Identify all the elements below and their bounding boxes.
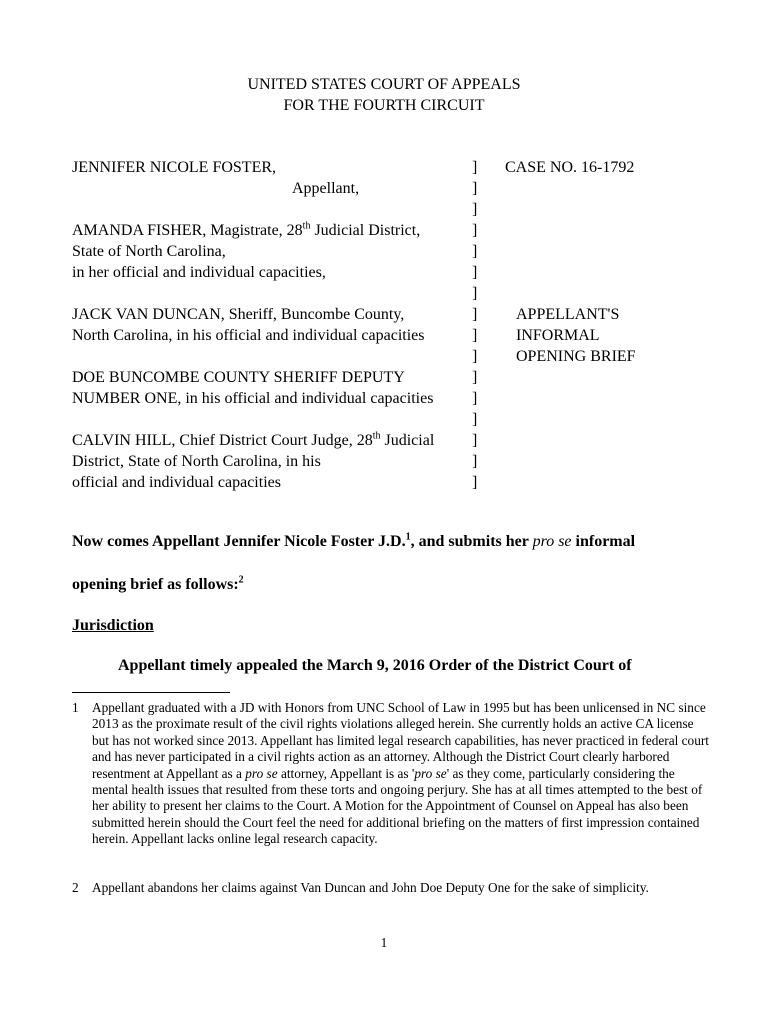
caption-bracket: ] [472, 264, 478, 281]
appellant-name: JENNIFER NICOLE FOSTER, [72, 159, 277, 176]
court-name-line-2: FOR THE FOURTH CIRCUIT [283, 97, 485, 114]
caption-bracket: ] [472, 306, 478, 323]
footnote-2-text: Appellant abandons her claims against Van Duncan and John Doe Deputy One for the sake of simplicity. [92, 880, 649, 895]
party-fisher-line-3: in her official and individual capacities, [72, 264, 326, 281]
footnote-separator [72, 692, 230, 693]
footnote-1-number: 1 [72, 700, 79, 715]
caption-bracket: ] [472, 222, 478, 239]
section-heading-jurisdiction: Jurisdiction [72, 617, 154, 634]
party-doe-deputy-line-1: DOE BUNCOMBE COUNTY SHERIFF DEPUTY [72, 369, 405, 386]
intro-line-1: Now comes Appellant Jennifer Nicole Foster J.D.$^1$, and submits her pro se informal [72, 531, 636, 550]
caption-bracket: ] [472, 159, 478, 176]
party-doe-deputy-line-2: NUMBER ONE, in his official and individual capacities [72, 390, 434, 407]
appellant-role: Appellant, [292, 180, 360, 197]
footnote-1-text: Appellant graduated with a JD with Honors from UNC School of Law in 1995 but has been unlicensed in NC since 2013 as the proximate result of the civil rights violations alleged herein. She currently holds an active CA license but has not worked since 2013. Appellant has limited legal research capabilities, has never practiced in federal court and has never participated in a civil rights action as an attorney. Although the District Court clearly harbored resentment at Appellant as a pro se attorney, Appellant is as 'pro se' as they come, particularly considering the mental health issues that resulted from these torts and ongoing perjury. She has at all times attempted to the best of her ability to present her claims to the Court. A Motion for the Appointment of Counsel on Appeal has also been submitted herein should the Court feel the need for additional briefing on the matters of first impression contained herein. Appellant lacks online legal research capacity. [92, 700, 709, 847]
caption-bracket: ] [472, 285, 478, 302]
document-title-line-3: OPENING BRIEF [516, 348, 636, 365]
caption-bracket: ] [472, 411, 478, 428]
footnote-2-number: 2 [72, 880, 79, 895]
page-number: 1 [380, 935, 388, 950]
case-number: CASE NO. 16-1792 [505, 159, 635, 176]
party-hill-line-2: District, State of North Carolina, in his [72, 453, 321, 470]
caption-bracket: ] [472, 453, 478, 470]
jurisdiction-paragraph: Appellant timely appealed the March 9, 2016 Order of the District Court of [118, 657, 632, 674]
caption-bracket: ] [472, 474, 478, 491]
party-hill-line-3: official and individual capacities [72, 474, 281, 491]
document-title-line-2: INFORMAL [516, 327, 600, 344]
court-name-line-1: UNITED STATES COURT OF APPEALS [247, 76, 521, 93]
document-title-line-1: APPELLANT'S [516, 306, 620, 323]
caption-bracket: ] [472, 390, 478, 407]
caption-bracket: ] [472, 243, 478, 260]
party-fisher-line-1: AMANDA FISHER, Magistrate, 28th Judicial District, [72, 220, 421, 239]
party-hill-line-1: CALVIN HILL, Chief District Court Judge, 28th Judicial [72, 430, 435, 449]
caption-bracket: ] [472, 369, 478, 386]
caption-bracket: ] [472, 201, 478, 218]
intro-line-2: opening brief as follows:$^2$ [72, 574, 244, 593]
caption-bracket: ] [472, 432, 478, 449]
caption-bracket: ] [472, 327, 478, 344]
party-fisher-line-2: State of North Carolina, [72, 243, 226, 260]
caption-bracket: ] [472, 348, 478, 365]
party-van-duncan-line-2: North Carolina, in his official and individual capacities [72, 327, 425, 344]
party-van-duncan-line-1: JACK VAN DUNCAN, Sheriff, Buncombe County, [72, 306, 405, 323]
caption-bracket: ] [472, 180, 478, 197]
